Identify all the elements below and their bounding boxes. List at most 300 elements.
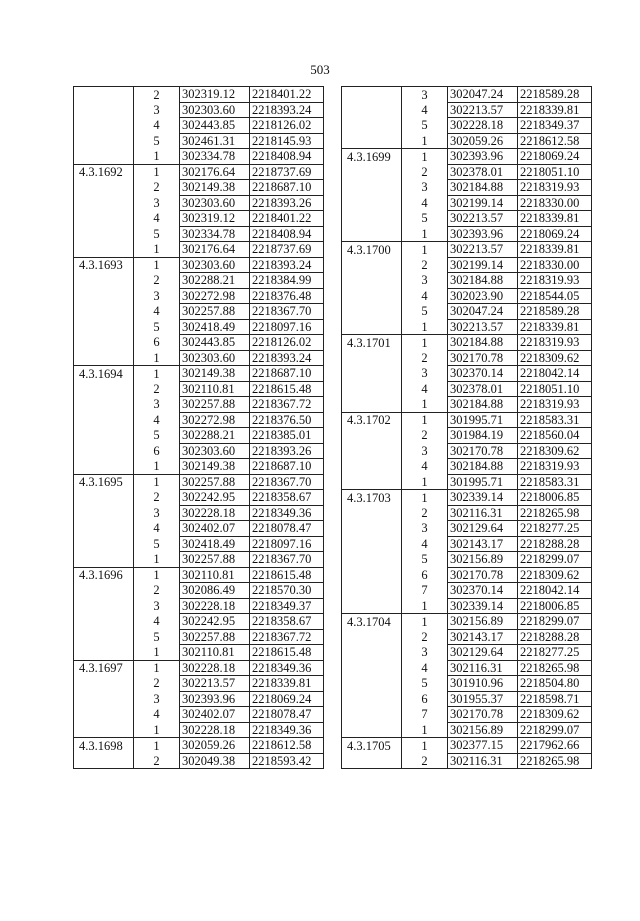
coordinate-y: 2218589.28 [518,87,592,103]
point-number: 4 [402,660,448,676]
coordinate-row [342,319,592,335]
coordinate-x: 302176.64 [180,242,250,258]
point-number: 5 [134,226,180,242]
coordinate-y: 2218615.48 [250,381,324,397]
point-number: 4 [402,459,448,475]
coordinate-row [342,567,592,583]
coordinate-y: 2218319.93 [518,180,592,196]
coordinate-x: 302086.49 [180,583,250,599]
point-number: 4 [134,707,180,723]
coordinate-y: 2218265.98 [518,505,592,521]
coordinate-row [74,304,324,320]
coordinate-y: 2218367.70 [250,474,324,490]
coordinate-x: 302303.60 [180,443,250,459]
coordinate-row [74,397,324,413]
point-number: 1 [134,242,180,258]
parcel-id [342,660,402,676]
coordinate-row [342,459,592,475]
point-number: 1 [134,474,180,490]
coordinate-y: 2218376.50 [250,412,324,428]
parcel-id [342,133,402,149]
parcel-id [342,381,402,397]
coordinate-x: 302402.07 [180,707,250,723]
coordinate-row [74,707,324,723]
coordinate-y: 2218393.24 [250,257,324,273]
coordinate-x: 302257.88 [180,304,250,320]
parcel-id [342,304,402,320]
point-number: 3 [134,691,180,707]
coordinate-x: 302156.89 [448,614,518,630]
coordinate-x: 302049.38 [180,753,250,769]
parcel-id [74,614,134,630]
parcel-id: 4.3.1700 [342,242,402,258]
coordinate-x: 302228.18 [180,722,250,738]
coordinate-row [74,381,324,397]
parcel-id: 4.3.1693 [74,257,134,273]
point-number: 2 [134,583,180,599]
parcel-id [342,366,402,382]
coordinate-row [342,273,592,289]
coordinate-x: 302116.31 [448,753,518,769]
coordinate-y: 2218384.99 [250,273,324,289]
coordinate-row [74,598,324,614]
coordinate-x: 302257.88 [180,629,250,645]
coordinate-y: 2218330.00 [518,195,592,211]
coordinate-row [342,102,592,118]
point-number: 1 [134,366,180,382]
point-number: 2 [402,257,448,273]
point-number: 4 [134,304,180,320]
coordinate-x: 302370.14 [448,583,518,599]
coordinate-x: 302418.49 [180,536,250,552]
coordinate-row [342,180,592,196]
coordinate-row [74,350,324,366]
coordinate-y: 2218737.69 [250,164,324,180]
coordinate-row [74,211,324,227]
coordinates-table-left [73,86,324,769]
point-number: 1 [402,474,448,490]
point-number: 7 [402,583,448,599]
parcel-id [342,288,402,304]
coordinate-row [74,660,324,676]
coordinate-x: 301995.71 [448,412,518,428]
point-number: 2 [134,180,180,196]
coordinate-y: 2218687.10 [250,459,324,475]
parcel-id: 4.3.1703 [342,490,402,506]
parcel-id [74,552,134,568]
coordinate-row [342,350,592,366]
coordinate-y: 2218265.98 [518,753,592,769]
coordinate-x: 302110.81 [180,645,250,661]
coordinate-x: 302257.88 [180,552,250,568]
coordinate-x: 302319.12 [180,87,250,103]
coordinate-y: 2218570.30 [250,583,324,599]
point-number: 2 [134,753,180,769]
coordinate-x: 302393.96 [448,149,518,165]
coordinate-row [342,691,592,707]
coordinate-row [74,614,324,630]
point-number: 3 [134,288,180,304]
coordinate-row [342,335,592,351]
point-number: 5 [402,211,448,227]
coordinate-y: 2218687.10 [250,180,324,196]
coordinate-x: 302339.14 [448,490,518,506]
coordinate-row [74,722,324,738]
coordinate-y: 2218126.02 [250,118,324,134]
page-number: 503 [310,62,330,77]
coordinate-y: 2218393.24 [250,350,324,366]
coordinate-row [342,521,592,537]
coordinate-y: 2218299.07 [518,722,592,738]
coordinate-x: 302339.14 [448,598,518,614]
coordinate-x: 302149.38 [180,459,250,475]
coordinate-row [74,474,324,490]
coordinate-y: 2218277.25 [518,521,592,537]
parcel-id [342,629,402,645]
point-number: 1 [134,738,180,754]
coordinate-y: 2218309.62 [518,567,592,583]
coordinate-y: 2218393.26 [250,195,324,211]
coordinate-y: 2218615.48 [250,645,324,661]
coordinate-x: 301995.71 [448,474,518,490]
parcel-id: 4.3.1692 [74,164,134,180]
point-number: 1 [134,722,180,738]
coordinate-y: 2218051.10 [518,164,592,180]
coordinate-row [74,536,324,552]
point-number: 1 [134,350,180,366]
coordinate-row [74,412,324,428]
coordinate-y: 2218560.04 [518,428,592,444]
parcel-id [342,753,402,769]
point-number: 1 [134,660,180,676]
coordinate-x: 302184.88 [448,397,518,413]
coordinate-x: 302213.57 [448,102,518,118]
point-number: 1 [402,738,448,754]
coordinate-row [342,118,592,134]
point-number: 1 [402,242,448,258]
coordinate-row [342,753,592,769]
parcel-id [74,676,134,692]
point-number: 1 [402,149,448,165]
point-number: 5 [402,304,448,320]
coordinate-x: 302176.64 [180,164,250,180]
coordinate-x: 302443.85 [180,118,250,134]
coordinate-x: 302116.31 [448,660,518,676]
coordinate-x: 302288.21 [180,273,250,289]
coordinate-x: 302156.89 [448,552,518,568]
coordinate-x: 302228.18 [448,118,518,134]
coordinate-y: 2218299.07 [518,614,592,630]
point-number: 1 [402,397,448,413]
point-number: 6 [134,443,180,459]
coordinate-y: 2218069.24 [250,691,324,707]
coordinate-x: 302393.96 [180,691,250,707]
parcel-id [342,521,402,537]
coordinate-row [74,552,324,568]
parcel-id [342,707,402,723]
coordinate-row [74,428,324,444]
parcel-id [342,102,402,118]
point-number: 1 [402,319,448,335]
coordinate-y: 2218385.01 [250,428,324,444]
coordinate-row [342,722,592,738]
parcel-id [342,676,402,692]
point-number: 6 [134,335,180,351]
coordinate-x: 302303.60 [180,350,250,366]
point-number: 1 [402,335,448,351]
parcel-id [342,505,402,521]
coordinate-row [342,428,592,444]
coordinate-row [342,598,592,614]
point-number: 4 [402,195,448,211]
parcel-id [342,273,402,289]
coordinate-y: 2218367.70 [250,552,324,568]
point-number: 1 [402,614,448,630]
coordinate-row [342,536,592,552]
coordinate-x: 302228.18 [180,660,250,676]
coordinate-y: 2218737.69 [250,242,324,258]
coordinate-y: 2218319.93 [518,335,592,351]
coordinate-y: 2218339.81 [518,102,592,118]
coordinate-row [74,133,324,149]
coordinate-y: 2218339.81 [518,211,592,227]
coordinate-row [342,304,592,320]
point-number: 3 [134,505,180,521]
coordinate-y: 2218367.72 [250,629,324,645]
coordinate-x: 302272.98 [180,412,250,428]
parcel-id [74,211,134,227]
parcel-id [74,102,134,118]
point-number: 4 [134,614,180,630]
point-number: 2 [402,164,448,180]
coordinate-y: 2218319.93 [518,273,592,289]
point-number: 4 [134,211,180,227]
point-number: 1 [402,598,448,614]
point-number: 1 [402,226,448,242]
point-number: 1 [402,490,448,506]
coordinate-y: 2218615.48 [250,567,324,583]
point-number: 1 [402,133,448,149]
coordinate-row [74,118,324,134]
parcel-id [74,87,134,103]
coordinate-y: 2218078.47 [250,521,324,537]
point-number: 2 [402,505,448,521]
coordinate-y: 2218339.81 [518,319,592,335]
parcel-id [342,536,402,552]
point-number: 5 [402,118,448,134]
coordinate-y: 2218042.14 [518,583,592,599]
parcel-id [342,583,402,599]
coordinate-row [342,366,592,382]
coordinate-row [342,257,592,273]
coordinate-x: 302393.96 [448,226,518,242]
coordinate-x: 302213.57 [448,211,518,227]
coordinate-x: 302170.78 [448,707,518,723]
parcel-id [74,118,134,134]
coordinate-row [74,195,324,211]
coordinate-row [74,521,324,537]
coordinate-x: 302129.64 [448,521,518,537]
parcel-id [74,350,134,366]
coordinate-y: 2218069.24 [518,226,592,242]
point-number: 1 [134,567,180,583]
parcel-id: 4.3.1697 [74,660,134,676]
coordinate-row [74,257,324,273]
point-number: 2 [134,676,180,692]
coordinate-y: 2218309.62 [518,443,592,459]
coordinate-row [342,381,592,397]
coordinate-y: 2218367.72 [250,397,324,413]
point-number: 6 [402,567,448,583]
coordinate-y: 2218288.28 [518,536,592,552]
point-number: 5 [134,629,180,645]
parcel-id [74,583,134,599]
parcel-id [342,319,402,335]
point-number: 4 [134,118,180,134]
coordinate-y: 2218069.24 [518,149,592,165]
coordinate-x: 302156.89 [448,722,518,738]
parcel-id [342,350,402,366]
coordinate-y: 2218393.24 [250,102,324,118]
coordinate-x: 302170.78 [448,350,518,366]
parcel-id [342,722,402,738]
coordinate-x: 302242.95 [180,614,250,630]
point-number: 5 [134,319,180,335]
coordinate-x: 302023.90 [448,288,518,304]
coordinate-y: 2218408.94 [250,226,324,242]
coordinate-y: 2218401.22 [250,211,324,227]
coordinate-row [342,707,592,723]
coordinate-x: 302377.15 [448,738,518,754]
point-number: 1 [134,149,180,165]
coordinate-x: 302047.24 [448,87,518,103]
coordinate-row [342,87,592,103]
parcel-id [74,397,134,413]
coordinates-table-right [341,86,592,769]
coordinate-y: 2218097.16 [250,536,324,552]
parcel-id [74,443,134,459]
parcel-id: 4.3.1694 [74,366,134,382]
coordinate-x: 302059.26 [180,738,250,754]
coordinate-row [342,474,592,490]
coordinate-x: 302418.49 [180,319,250,335]
coordinate-x: 302143.17 [448,629,518,645]
parcel-id: 4.3.1705 [342,738,402,754]
coordinate-y: 2218408.94 [250,149,324,165]
coordinate-x: 302242.95 [180,490,250,506]
coordinate-y: 2218339.81 [518,242,592,258]
point-number: 6 [402,691,448,707]
coordinate-row [342,505,592,521]
coordinate-row [342,738,592,754]
point-number: 3 [402,443,448,459]
coordinate-row [342,443,592,459]
coordinate-y: 2218265.98 [518,660,592,676]
coordinate-y: 2218042.14 [518,366,592,382]
parcel-id [74,133,134,149]
coordinate-y: 2218299.07 [518,552,592,568]
coordinate-x: 301955.37 [448,691,518,707]
point-number: 4 [402,288,448,304]
coordinate-x: 302047.24 [448,304,518,320]
coordinate-row [74,629,324,645]
point-number: 1 [134,257,180,273]
coordinate-x: 302402.07 [180,521,250,537]
coordinate-x: 302184.88 [448,180,518,196]
point-number: 2 [134,273,180,289]
point-number: 1 [134,645,180,661]
coordinate-y: 2218006.85 [518,598,592,614]
coordinate-row [74,490,324,506]
point-number: 4 [134,412,180,428]
coordinate-row [74,443,324,459]
coordinate-y: 2218367.70 [250,304,324,320]
coordinate-row [74,753,324,769]
coordinate-row [74,319,324,335]
parcel-id [74,629,134,645]
point-number: 1 [134,459,180,475]
coordinate-x: 302303.60 [180,102,250,118]
parcel-id: 4.3.1704 [342,614,402,630]
coordinate-row [74,583,324,599]
coordinate-row [74,676,324,692]
coordinate-x: 302110.81 [180,381,250,397]
parcel-id [342,397,402,413]
parcel-id [342,552,402,568]
parcel-id [74,459,134,475]
parcel-id: 4.3.1695 [74,474,134,490]
parcel-id [74,288,134,304]
coordinate-x: 302319.12 [180,211,250,227]
coordinate-row [74,242,324,258]
coordinate-x: 301984.19 [448,428,518,444]
parcel-id: 4.3.1702 [342,412,402,428]
parcel-id [342,428,402,444]
parcel-id [342,567,402,583]
parcel-id [74,180,134,196]
coordinate-row [342,149,592,165]
parcel-id [74,242,134,258]
point-number: 2 [402,428,448,444]
coordinate-x: 302378.01 [448,381,518,397]
parcel-id [342,118,402,134]
coordinate-x: 302213.57 [448,242,518,258]
parcel-id: 4.3.1699 [342,149,402,165]
coordinate-y: 2218051.10 [518,381,592,397]
point-number: 4 [402,381,448,397]
coordinate-y: 2218126.02 [250,335,324,351]
coordinate-y: 2218097.16 [250,319,324,335]
parcel-id [342,180,402,196]
coordinate-row [342,288,592,304]
coordinate-row [74,102,324,118]
point-number: 3 [402,521,448,537]
coordinate-row [74,335,324,351]
point-number: 2 [402,350,448,366]
coordinate-x: 302129.64 [448,645,518,661]
coordinate-x: 302184.88 [448,335,518,351]
coordinate-y: 2218309.62 [518,350,592,366]
parcel-id [342,474,402,490]
parcel-id [342,164,402,180]
parcel-id [342,195,402,211]
coordinate-row [74,645,324,661]
point-number: 1 [134,164,180,180]
coordinate-y: 2218349.37 [518,118,592,134]
coordinate-row [74,738,324,754]
coordinate-y: 2218319.93 [518,397,592,413]
coordinate-x: 302110.81 [180,567,250,583]
